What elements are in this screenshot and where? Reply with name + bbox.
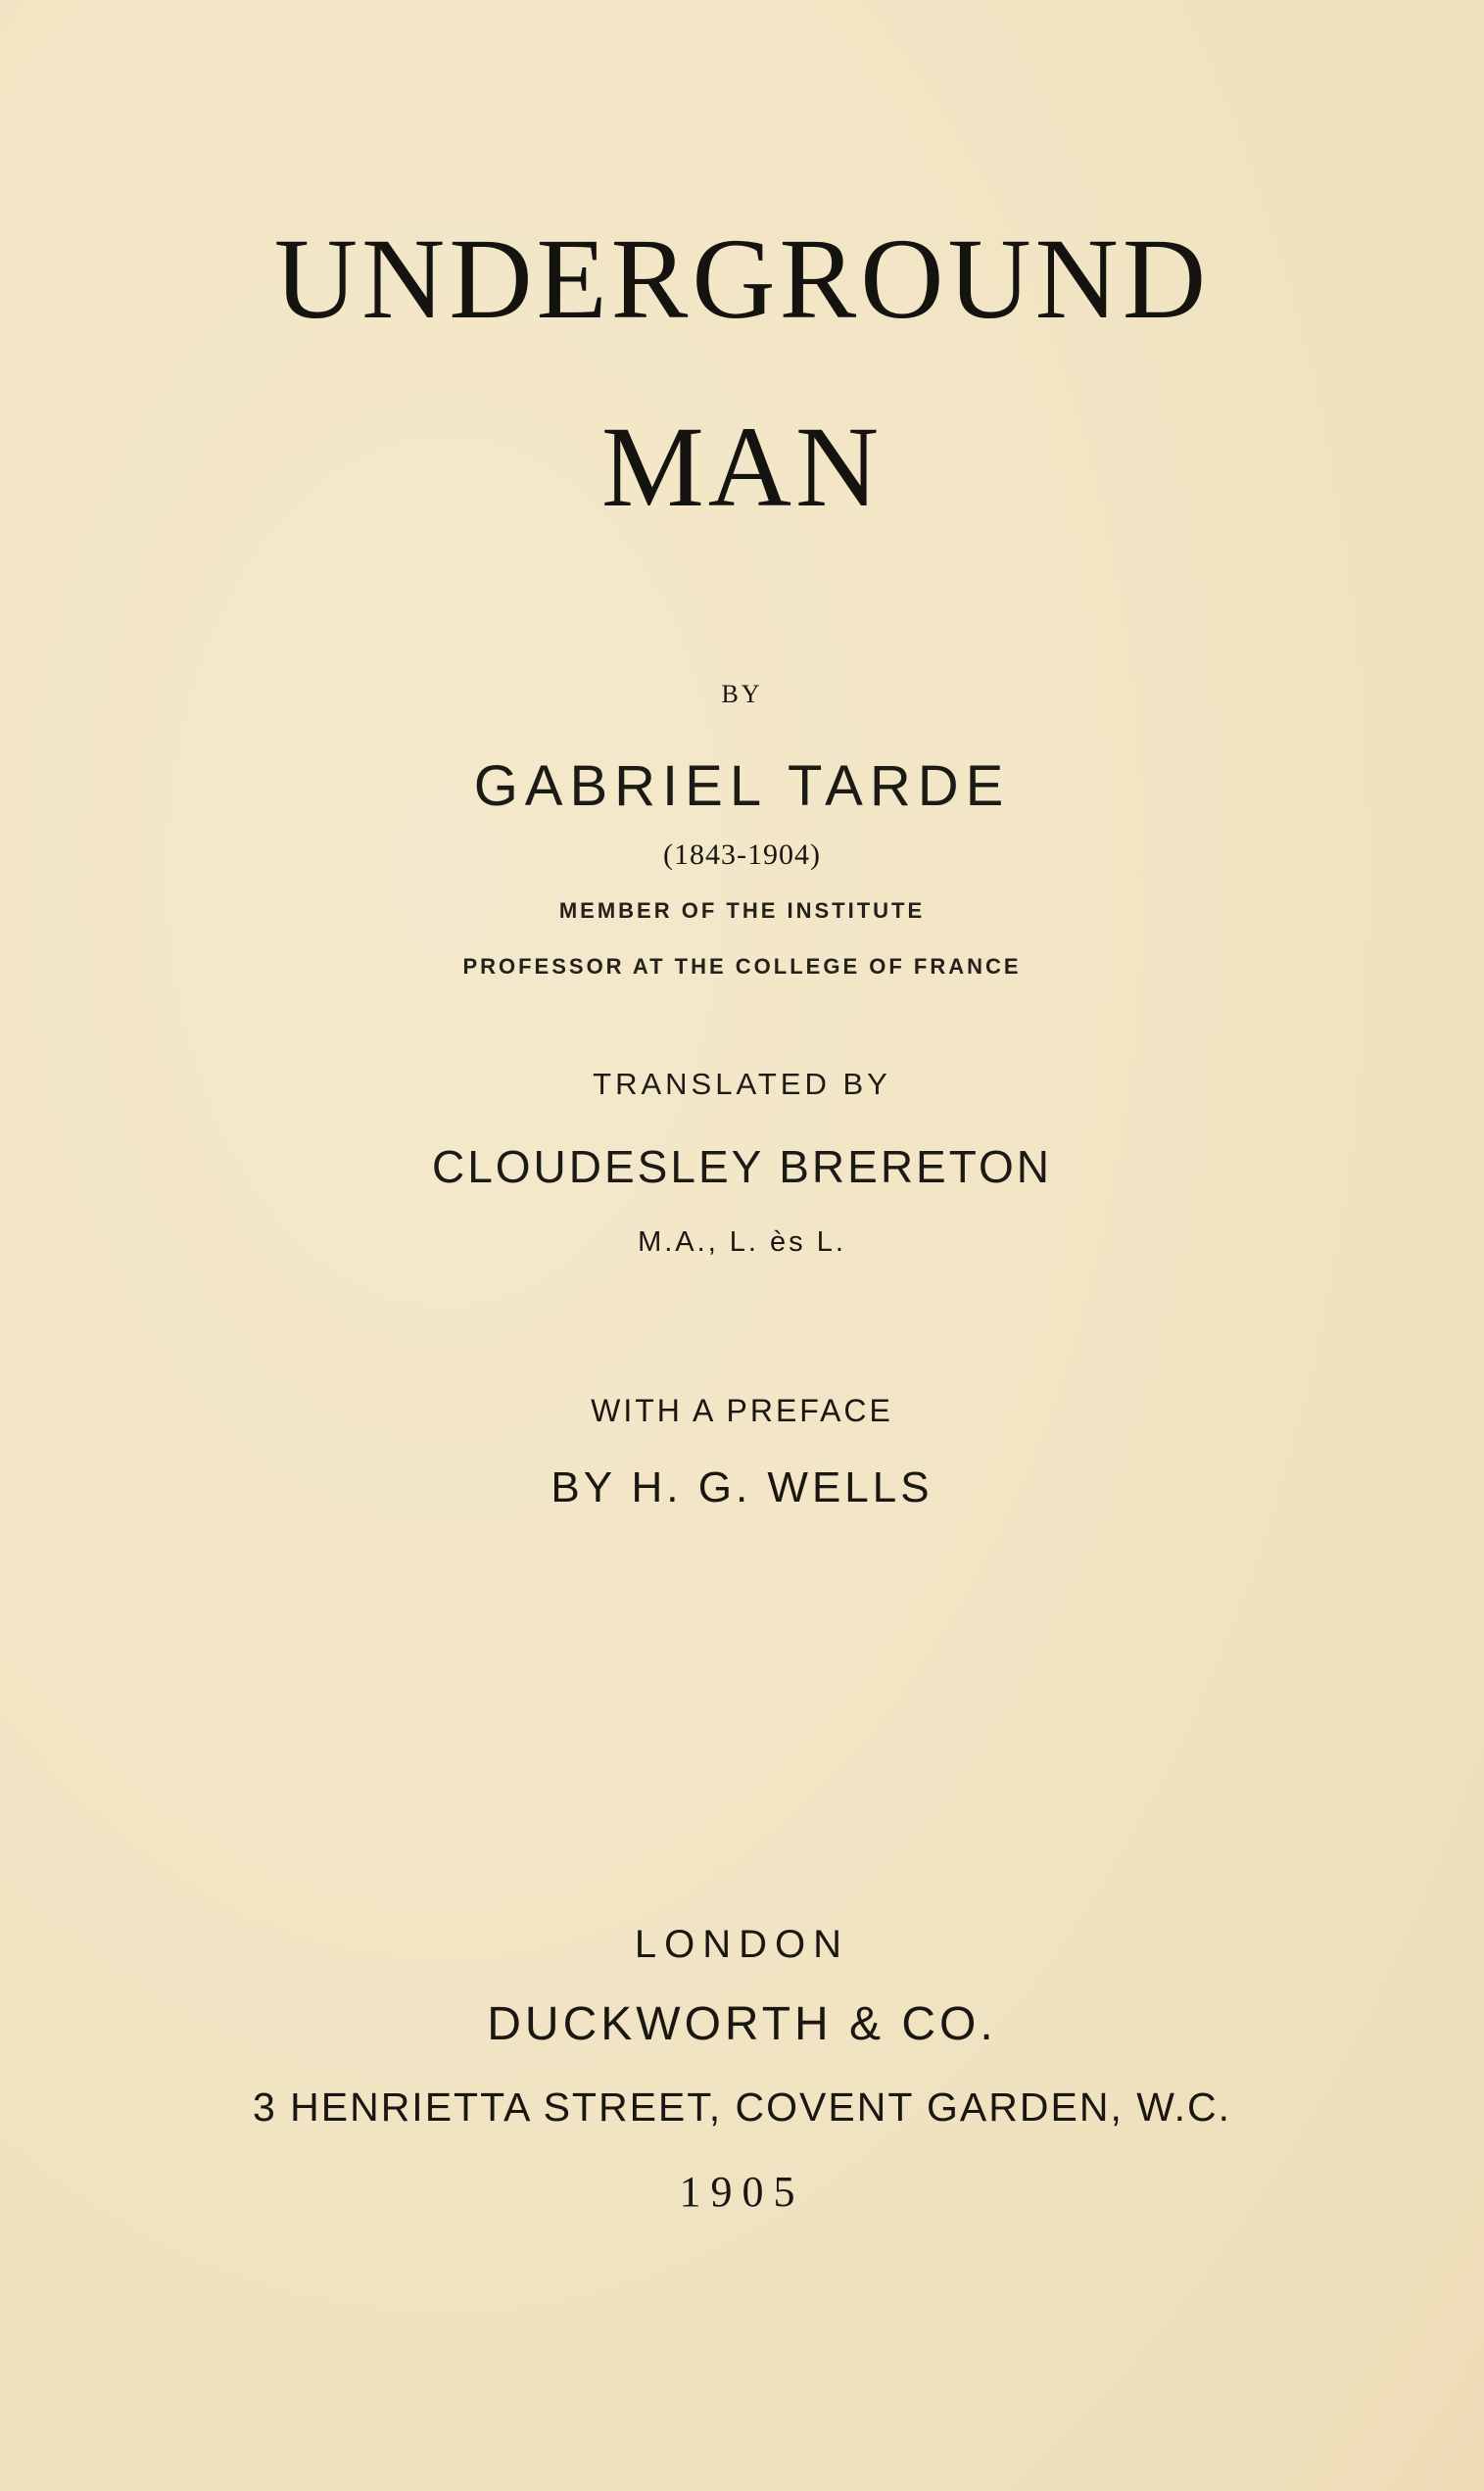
translator-name: CLOUDESLEY BRERETON — [431, 1141, 1053, 1192]
author-name: GABRIEL TARDE — [473, 754, 1011, 818]
translated-by-label: TRANSLATED BY — [593, 1067, 891, 1101]
publisher-name: DUCKWORTH & CO. — [487, 1998, 997, 2050]
book-title-line-2: MAN — [600, 403, 884, 531]
translator-degrees: M.A., L. ès L. — [638, 1226, 846, 1258]
author-dates: (1843-1904) — [663, 838, 821, 871]
book-title-line-1: UNDERGROUND — [273, 215, 1211, 343]
preface-label: WITH A PREFACE — [591, 1393, 893, 1428]
publisher-city: LONDON — [634, 1923, 850, 1966]
by-label: BY — [721, 680, 763, 708]
author-credential-college: PROFESSOR AT THE COLLEGE OF FRANCE — [462, 954, 1022, 979]
preface-author: BY H. G. WELLS — [551, 1463, 933, 1511]
publication-year: 1905 — [679, 2168, 805, 2216]
publisher-address: 3 HENRIETTA STREET, COVENT GARDEN, W.C. — [252, 2084, 1232, 2130]
author-credential-institute: MEMBER OF THE INSTITUTE — [558, 898, 926, 923]
